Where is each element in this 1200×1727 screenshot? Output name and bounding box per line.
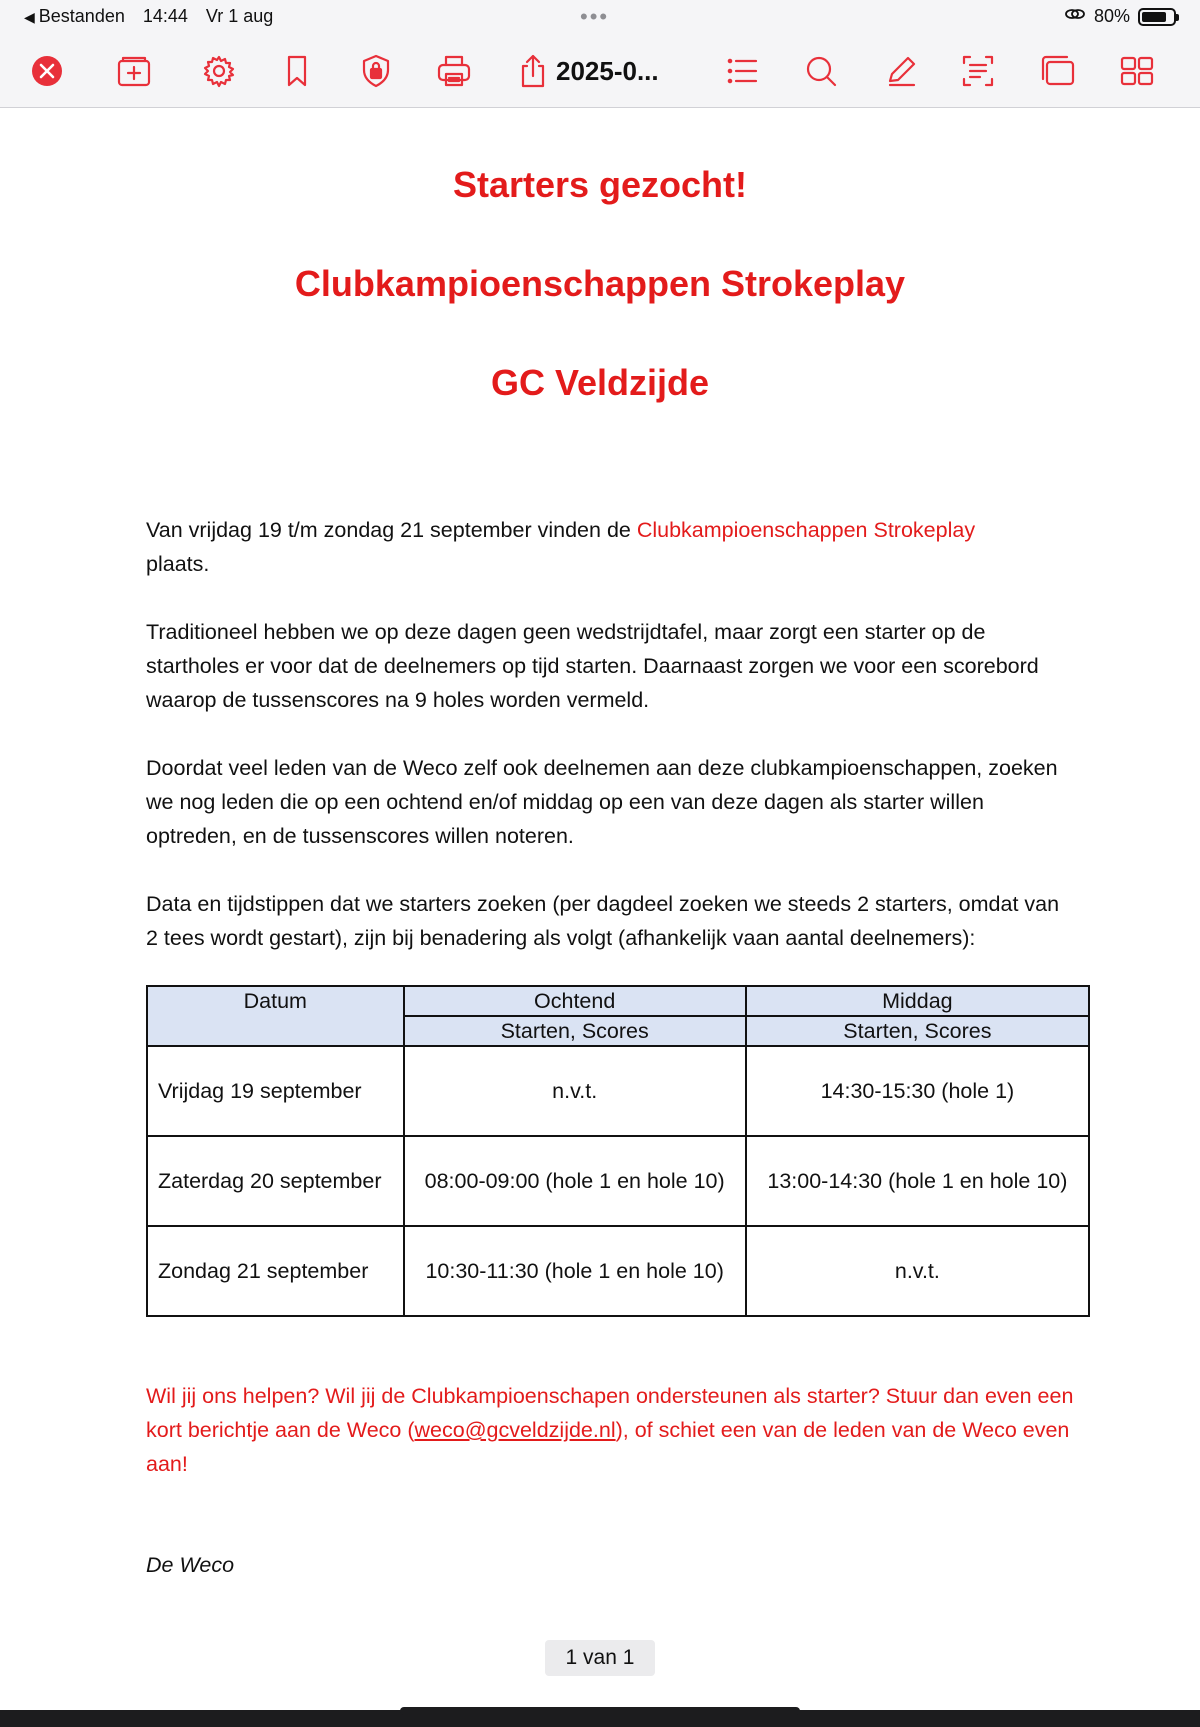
search-icon[interactable] (800, 50, 842, 92)
gear-icon[interactable] (198, 50, 240, 92)
paragraph-intro (146, 513, 1076, 581)
list-icon[interactable] (721, 50, 763, 92)
cell-middag: 13:00-14:30 (hole 1 en hole 10) (746, 1136, 1089, 1226)
cta-text: Wil jij ons helpen? Wil jij de Clubkampioenschapen ondersteunen als starter? Stuur dan even een kort berichtje aan de Weco ( (146, 1384, 1074, 1442)
battery-percent: 80% (1093, 6, 1130, 26)
header-middag-sub: Starten, Scores (746, 1016, 1089, 1046)
signature: De Weco (146, 1553, 235, 1577)
link-icon (1064, 6, 1086, 27)
back-arrow-icon: ◀ (24, 9, 35, 25)
page-indicator: 1 van 1 (545, 1640, 655, 1676)
cta-text-end: ), of schiet een van de leden van de Weco even aan! (146, 1418, 1070, 1476)
pdf-toolbar (0, 34, 1200, 108)
paragraph-tradition: Traditioneel hebben we op deze dagen geen wedstrijdtafel, maar zorgt een starter op de startholes er voor dat de deelnemers op tijd starten. Daarnaast zorgen we voor een scorebord waarop de tussenscores na 9 holes worden vermeld. (146, 620, 1039, 712)
intro-text: Van vrijdag 19 t/m zondag 21 september vinden de (146, 518, 637, 542)
heading-event: Clubkampioenschappen Strokeplay (294, 263, 906, 304)
add-page-icon[interactable] (113, 50, 155, 92)
back-to-files[interactable] (24, 6, 125, 27)
scan-text-icon[interactable] (957, 50, 999, 92)
cell-datum: Vrijdag 19 september (147, 1046, 404, 1136)
multitasking-dots-icon[interactable]: ••• (580, 4, 610, 29)
printer-icon[interactable] (433, 50, 475, 92)
header-ochtend-sub: Starten, Scores (404, 1016, 746, 1046)
back-label: Bestanden (38, 6, 125, 26)
bookmark-icon[interactable] (276, 50, 318, 92)
intro-text-end: plaats. (146, 552, 210, 576)
table-row (147, 1046, 1089, 1136)
email-link[interactable]: weco@gcveldzijde.nl (414, 1418, 616, 1442)
share-icon[interactable] (512, 50, 554, 92)
header-middag: Middag (746, 986, 1089, 1016)
schedule-table (146, 985, 1090, 1317)
header-ochtend: Ochtend (404, 986, 746, 1016)
lock-shield-icon[interactable] (355, 50, 397, 92)
table-row (147, 1226, 1089, 1316)
paragraph-volunteers: Doordat veel leden van de Weco zelf ook deelnemen aan deze clubkampioenschappen, zoeken we nog leden die op een ochtend en/of middag op een van deze dagen als starter willen optreden, en de tussenscores willen noteren. (146, 756, 1058, 848)
heading-club: GC Veldzijde (490, 362, 710, 403)
home-indicator[interactable] (400, 1707, 800, 1715)
pen-icon[interactable] (880, 50, 922, 92)
cell-middag: 14:30-15:30 (hole 1) (746, 1046, 1089, 1136)
heading-starters: Starters gezocht! (452, 164, 748, 205)
cell-middag: n.v.t. (746, 1226, 1089, 1316)
grid-icon[interactable] (1116, 50, 1158, 92)
cell-ochtend: n.v.t. (404, 1046, 746, 1136)
document-title[interactable]: 2025-0... (556, 56, 659, 86)
status-date: Vr 1 aug (205, 6, 274, 26)
cell-ochtend: 08:00-09:00 (hole 1 en hole 10) (404, 1136, 746, 1226)
paragraph-schedule-intro: Data en tijdstippen dat we starters zoeken (per dagdeel zoeken we steeds 2 starters, omdat van 2 tees wordt gestart), zijn bij benadering als volgt (afhankelijk vaan aantal deelnemers): (146, 892, 1060, 950)
header-datum: Datum (147, 986, 404, 1046)
cell-datum: Zondag 21 september (147, 1226, 404, 1316)
close-icon[interactable] (26, 50, 68, 92)
intro-event-name: Clubkampioenschappen Strokeplay (636, 518, 976, 542)
status-time: 14:44 (142, 6, 188, 26)
cell-datum: Zaterdag 20 september (147, 1136, 404, 1226)
table-row (147, 1136, 1089, 1226)
battery-icon (1138, 8, 1176, 26)
cell-ochtend: 10:30-11:30 (hole 1 en hole 10) (404, 1226, 746, 1316)
paragraph-call-to-action (146, 1379, 1076, 1481)
status-bar (0, 0, 1200, 34)
layers-icon[interactable] (1037, 50, 1079, 92)
